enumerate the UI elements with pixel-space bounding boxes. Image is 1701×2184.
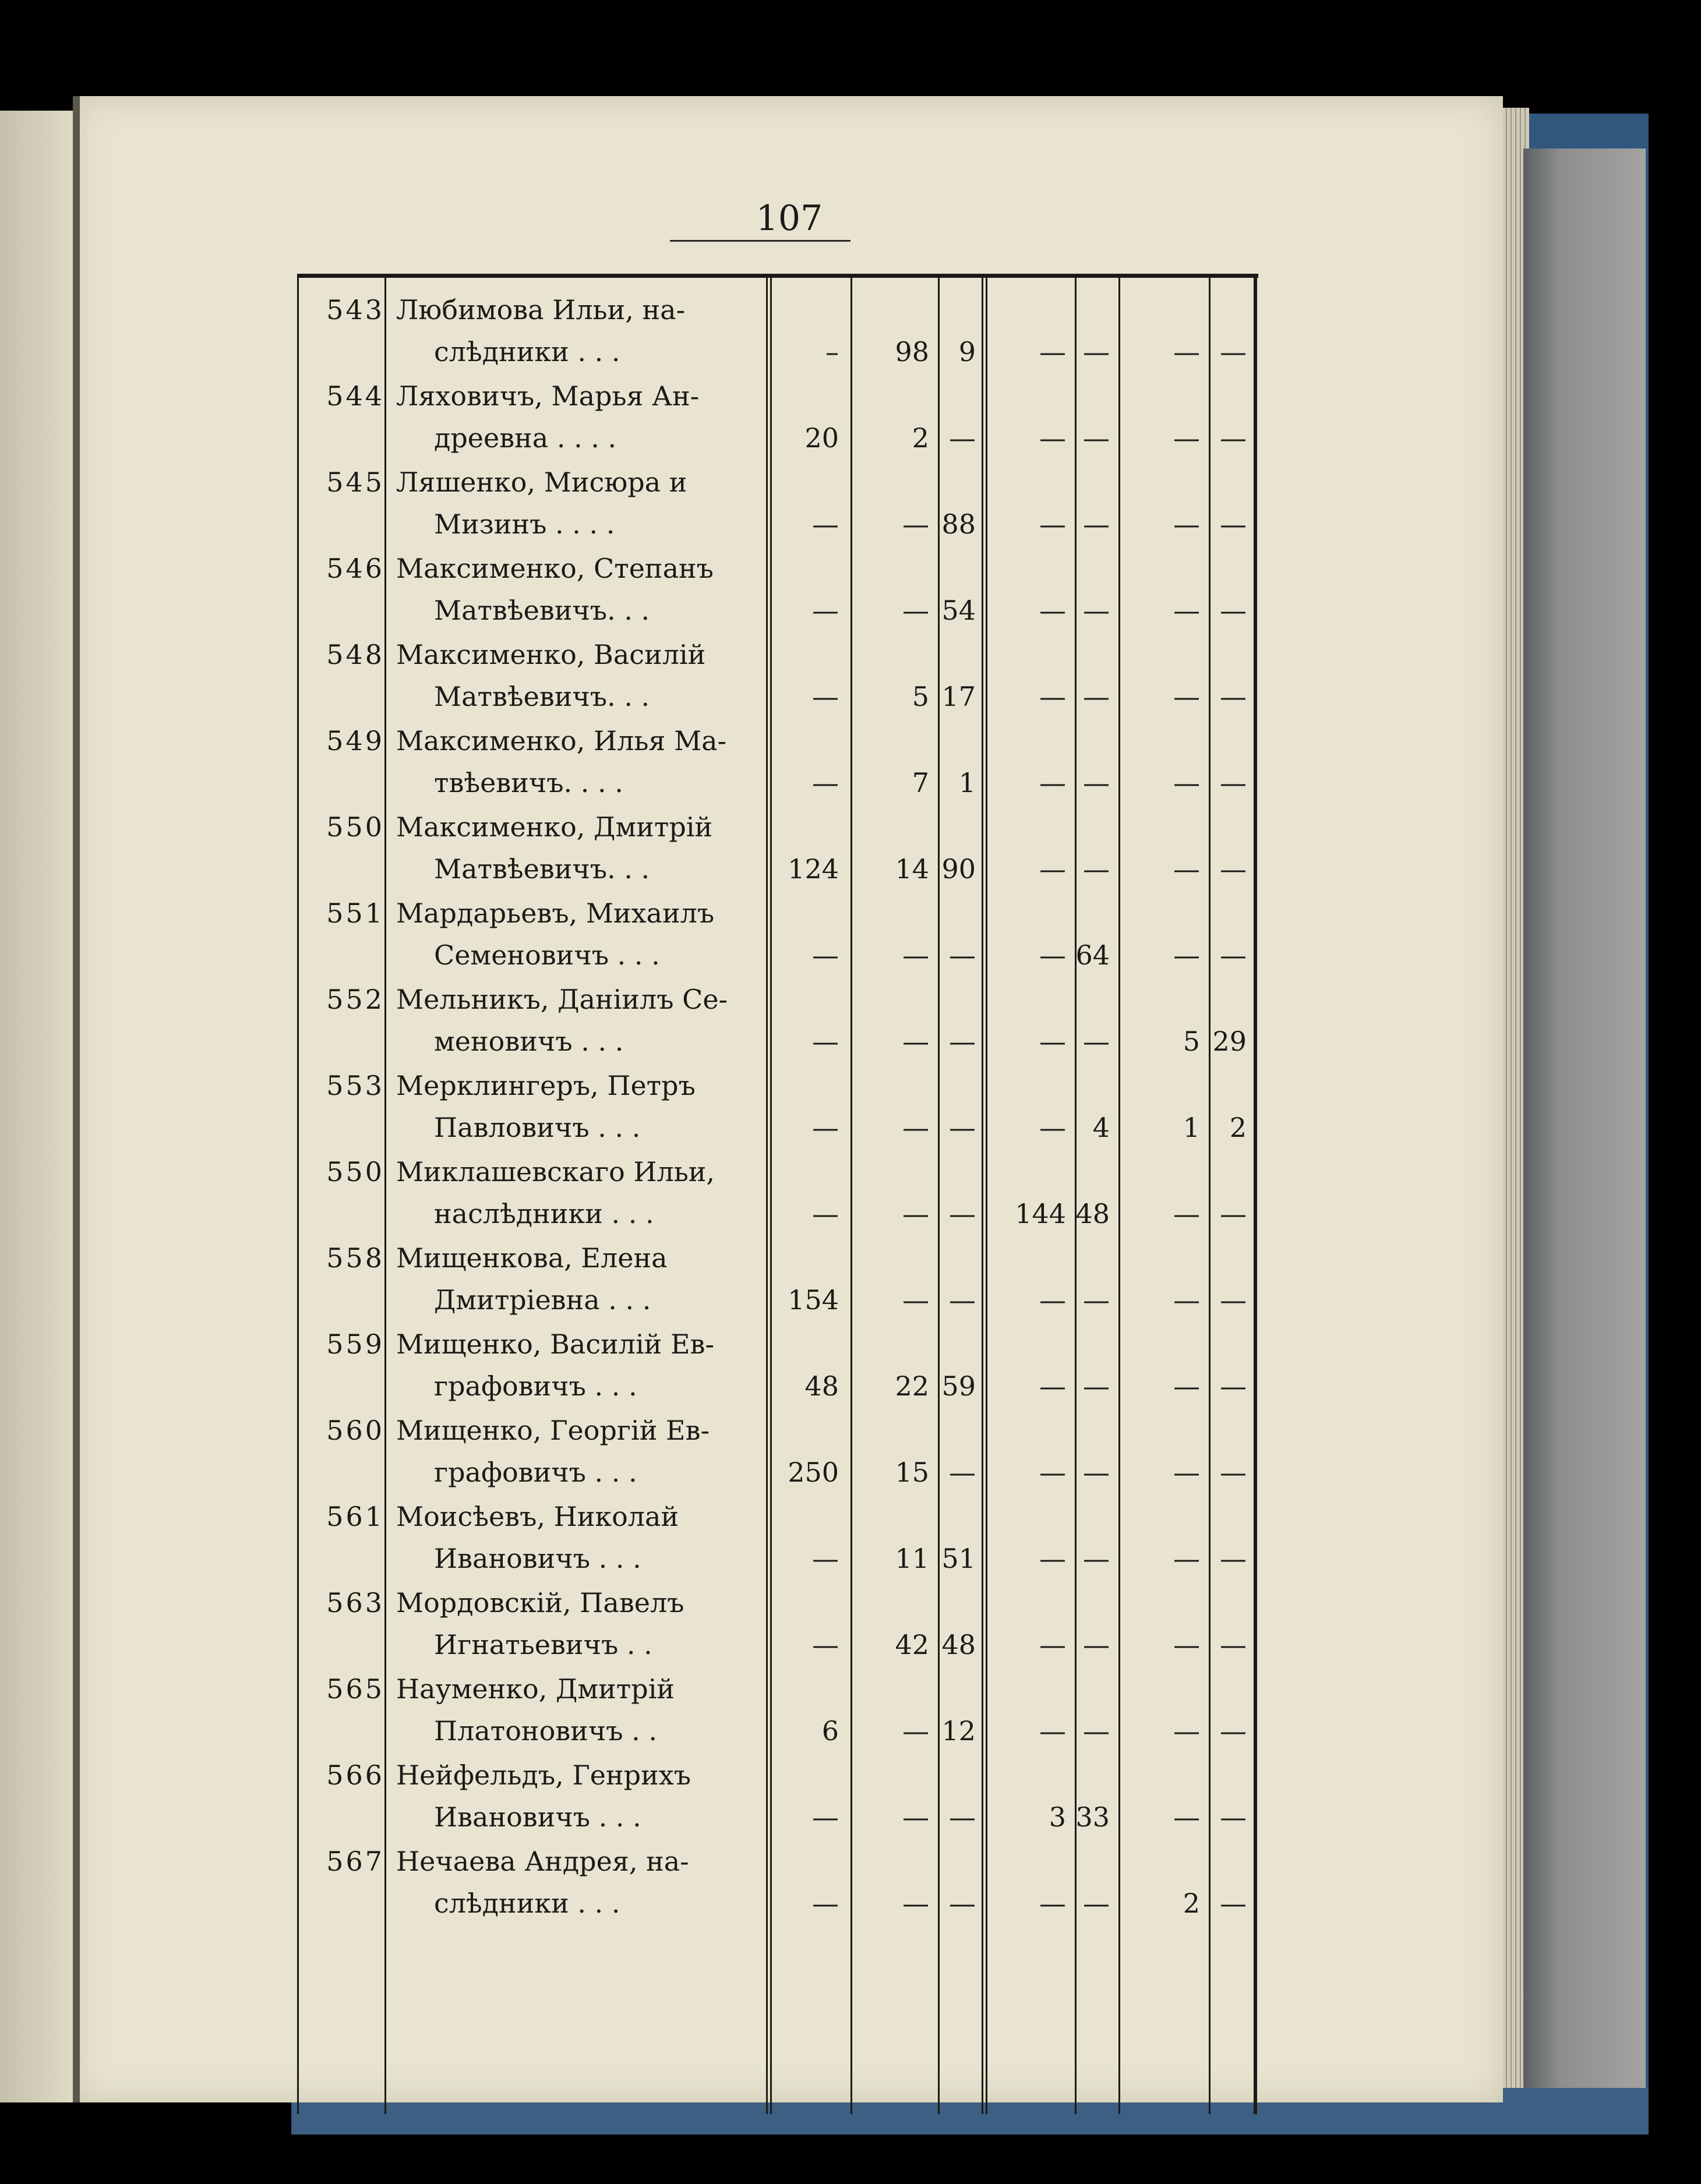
row-number: 558 (326, 1242, 384, 1274)
value-cell: — (1039, 1888, 1066, 1919)
row-number: 553 (326, 1070, 384, 1101)
value-cell: — (1173, 767, 1200, 798)
value-cell: — (1220, 595, 1247, 626)
value-cell: 124 (788, 853, 839, 885)
owner-name: Мельникъ, Даніилъ Се- (396, 984, 728, 1015)
value-cell: — (812, 508, 839, 540)
row-number: 559 (326, 1328, 384, 1360)
value-cell: — (1220, 508, 1247, 540)
value-cell: — (1220, 1198, 1247, 1229)
value-cell: — (812, 767, 839, 798)
owner-name: Ляшенко, Мисюра и (396, 467, 687, 498)
value-cell: 48 (1075, 1198, 1110, 1229)
owner-name-continued: слѣдники . . . (434, 1888, 620, 1919)
owner-name: Нечаева Андрея, на- (396, 1846, 689, 1877)
value-cell: — (1173, 1629, 1200, 1660)
value-cell: 5 (1183, 1026, 1200, 1057)
row-number: 565 (326, 1673, 384, 1705)
row-number: 546 (326, 553, 384, 584)
value-cell: 3 (1049, 1801, 1066, 1833)
row-number: 552 (326, 984, 384, 1015)
row-number: 543 (326, 294, 384, 326)
value-cell: — (902, 1801, 929, 1833)
value-cell: — (1173, 939, 1200, 971)
column-rule (297, 274, 299, 2114)
owner-name: Мерклингеръ, Петръ (396, 1070, 696, 1101)
column-rule (982, 274, 987, 2114)
value-cell: — (1173, 508, 1200, 540)
row-number: 550 (326, 811, 384, 843)
value-cell: 17 (941, 681, 976, 712)
value-cell: 98 (895, 336, 929, 367)
value-cell: 14 (895, 853, 929, 885)
value-cell: 42 (895, 1629, 929, 1660)
value-cell: — (1039, 681, 1066, 712)
row-number: 550 (326, 1156, 384, 1188)
row-number: 545 (326, 467, 384, 498)
column-rule (1075, 274, 1077, 2114)
value-cell: — (1083, 1457, 1110, 1488)
value-cell: — (949, 1026, 976, 1057)
value-cell: — (1039, 1370, 1066, 1402)
value-cell: — (1173, 595, 1200, 626)
value-cell: — (812, 681, 839, 712)
value-cell: 33 (1075, 1801, 1110, 1833)
value-cell: — (902, 1112, 929, 1143)
value-cell: 48 (941, 1629, 976, 1660)
row-number: 561 (326, 1501, 384, 1532)
value-cell: — (1039, 1543, 1066, 1574)
owner-name-continued: графовичъ . . . (434, 1457, 637, 1488)
value-cell: — (902, 1026, 929, 1057)
value-cell: — (949, 1112, 976, 1143)
value-cell: — (1083, 422, 1110, 454)
value-cell: 1 (958, 767, 976, 798)
value-cell: — (1083, 767, 1110, 798)
owner-name: Максименко, Дмитрій (396, 811, 713, 843)
value-cell: 11 (895, 1543, 929, 1574)
value-cell: 51 (941, 1543, 976, 1574)
value-cell: — (1039, 1629, 1066, 1660)
column-rule (938, 274, 940, 2114)
owner-name: Максименко, Илья Ма- (396, 725, 727, 757)
value-cell: 54 (941, 595, 976, 626)
value-cell: — (812, 595, 839, 626)
owner-name: Мищенко, Василій Ев- (396, 1328, 714, 1360)
value-cell: — (902, 1284, 929, 1316)
value-cell: 88 (941, 508, 976, 540)
value-cell: — (1039, 1715, 1066, 1747)
owner-name: Мордовскій, Павелъ (396, 1587, 684, 1618)
owner-name: Мардарьевъ, Михаилъ (396, 897, 715, 929)
column-rule (384, 274, 386, 2114)
value-cell: — (812, 1112, 839, 1143)
table-top-rule (297, 274, 1258, 278)
value-cell: — (812, 1629, 839, 1660)
value-cell: — (1173, 681, 1200, 712)
value-cell: — (949, 1801, 976, 1833)
row-number: 567 (326, 1846, 384, 1877)
owner-name-continued: Дмитріевна . . . (434, 1284, 651, 1316)
value-cell: 4 (1092, 1112, 1110, 1143)
value-cell: — (949, 1888, 976, 1919)
value-cell: — (949, 422, 976, 454)
value-cell: — (1083, 1543, 1110, 1574)
value-cell: — (1083, 508, 1110, 540)
owner-name-continued: дреевна . . . . (434, 422, 617, 454)
value-cell: — (812, 1198, 839, 1229)
owner-name: Миклашевскаго Ильи, (396, 1156, 715, 1188)
value-cell: — (1173, 422, 1200, 454)
owner-name-continued: слѣдники . . . (434, 336, 620, 367)
owner-name-continued: Ивановичъ . . . (434, 1543, 641, 1574)
owner-name-continued: Матвѣевичъ. . . (434, 595, 650, 626)
value-cell: — (1039, 595, 1066, 626)
owner-name: Ляховичъ, Марья Ан- (396, 380, 700, 412)
value-cell: — (812, 939, 839, 971)
owner-name-continued: Мизинъ . . . . (434, 508, 615, 540)
value-cell: — (1039, 1112, 1066, 1143)
value-cell: — (1220, 1370, 1247, 1402)
value-cell: — (1083, 681, 1110, 712)
value-cell: — (1220, 1543, 1247, 1574)
value-cell: 15 (895, 1457, 929, 1488)
value-cell: — (1039, 1457, 1066, 1488)
value-cell: 90 (941, 853, 976, 885)
value-cell: — (1173, 1543, 1200, 1574)
value-cell: — (1173, 853, 1200, 885)
value-cell: — (1173, 1370, 1200, 1402)
value-cell: — (902, 1198, 929, 1229)
value-cell: — (1039, 767, 1066, 798)
value-cell: — (902, 1715, 929, 1747)
owner-name-continued: твѣевичъ. . . . (434, 767, 623, 798)
row-number: 560 (326, 1415, 384, 1446)
value-cell: — (1173, 1715, 1200, 1747)
value-cell: — (1083, 595, 1110, 626)
owner-name-continued: Игнатьевичъ . . (434, 1629, 652, 1660)
value-cell: — (949, 1198, 976, 1229)
value-cell: — (1083, 1715, 1110, 1747)
value-cell: — (1173, 1457, 1200, 1488)
value-cell: — (1083, 1284, 1110, 1316)
value-cell: — (812, 1026, 839, 1057)
value-cell: 12 (941, 1715, 976, 1747)
owner-name-continued: наслѣдники . . . (434, 1198, 654, 1229)
value-cell: — (1220, 681, 1247, 712)
column-rule (766, 274, 772, 2114)
value-cell: — (1039, 1026, 1066, 1057)
value-cell: 2 (1229, 1112, 1247, 1143)
value-cell: 5 (912, 681, 929, 712)
owner-name: Максименко, Василій (396, 639, 706, 670)
value-cell: — (949, 1457, 976, 1488)
owner-name: Нейфельдъ, Генрихъ (396, 1759, 691, 1791)
value-cell: 20 (804, 422, 839, 454)
value-cell: — (1083, 336, 1110, 367)
value-cell: — (812, 1543, 839, 1574)
value-cell: — (1083, 853, 1110, 885)
value-cell: — (1039, 422, 1066, 454)
row-number: 548 (326, 639, 384, 670)
value-cell: — (949, 1284, 976, 1316)
owner-name: Максименко, Степанъ (396, 553, 714, 584)
value-cell: — (902, 1888, 929, 1919)
value-cell: 64 (1075, 939, 1110, 971)
value-cell: — (1220, 336, 1247, 367)
value-cell: 9 (958, 336, 976, 367)
column-rule (850, 274, 852, 2114)
value-cell: 22 (895, 1370, 929, 1402)
value-cell: 144 (1015, 1198, 1066, 1229)
owner-name-continued: Платоновичъ . . (434, 1715, 657, 1747)
value-cell: — (1220, 853, 1247, 885)
value-cell: — (1039, 939, 1066, 971)
owner-name-continued: графовичъ . . . (434, 1370, 637, 1402)
value-cell: 29 (1212, 1026, 1247, 1057)
value-cell: — (1220, 422, 1247, 454)
value-cell: 154 (788, 1284, 839, 1316)
value-cell: 6 (821, 1715, 839, 1747)
owner-name-continued: меновичъ . . . (434, 1026, 624, 1057)
value-cell: 250 (788, 1457, 839, 1488)
value-cell: — (1083, 1370, 1110, 1402)
value-cell: — (1083, 1888, 1110, 1919)
value-cell: — (1220, 1284, 1247, 1316)
value-cell: 7 (912, 767, 929, 798)
value-cell: — (1220, 939, 1247, 971)
value-cell: 59 (941, 1370, 976, 1402)
column-rule (1254, 274, 1257, 2114)
owner-name: Мищенко, Георгій Ев- (396, 1415, 710, 1446)
value-cell: — (1220, 1629, 1247, 1660)
value-cell: — (1039, 508, 1066, 540)
row-number: 551 (326, 897, 384, 929)
value-cell: — (1083, 1629, 1110, 1660)
column-rule (1118, 274, 1120, 2114)
value-cell: — (1220, 767, 1247, 798)
value-cell: — (1220, 1715, 1247, 1747)
column-rule (1209, 274, 1211, 2114)
owner-name-continued: Матвѣевичъ. . . (434, 681, 650, 712)
value-cell: 2 (912, 422, 929, 454)
value-cell: — (812, 1888, 839, 1919)
owner-name-continued: Семеновичъ . . . (434, 939, 660, 971)
value-cell: — (902, 595, 929, 626)
row-number: 566 (326, 1759, 384, 1791)
value-cell: — (1220, 1801, 1247, 1833)
row-number: 544 (326, 380, 384, 412)
owner-name-continued: Ивановичъ . . . (434, 1801, 641, 1833)
row-number: 549 (326, 725, 384, 757)
value-cell: — (812, 1801, 839, 1833)
value-cell: 1 (1183, 1112, 1200, 1143)
value-cell: — (1039, 1284, 1066, 1316)
value-cell: — (1039, 853, 1066, 885)
owner-name-continued: Матвѣевичъ. . . (434, 853, 650, 885)
page-number: 107 (756, 198, 823, 239)
value-cell: — (1173, 336, 1200, 367)
owner-name: Мищенкова, Елена (396, 1242, 668, 1274)
owner-name: Науменко, Дмитрій (396, 1673, 675, 1705)
value-cell: — (1173, 1801, 1200, 1833)
value-cell: — (1173, 1284, 1200, 1316)
value-cell: — (1220, 1457, 1247, 1488)
value-cell: — (1039, 336, 1066, 367)
value-cell: — (902, 939, 929, 971)
value-cell: — (1083, 1026, 1110, 1057)
value-cell: 2 (1183, 1888, 1200, 1919)
value-cell: — (949, 939, 976, 971)
row-number: 563 (326, 1587, 384, 1618)
value-cell: — (1220, 1888, 1247, 1919)
owner-name: Моисѣевъ, Николай (396, 1501, 679, 1532)
owner-name: Любимова Ильи, на- (396, 294, 686, 326)
value-cell: — (1173, 1198, 1200, 1229)
value-cell: – (825, 336, 839, 367)
value-cell: 48 (804, 1370, 839, 1402)
owner-name-continued: Павловичъ . . . (434, 1112, 641, 1143)
value-cell: — (902, 508, 929, 540)
